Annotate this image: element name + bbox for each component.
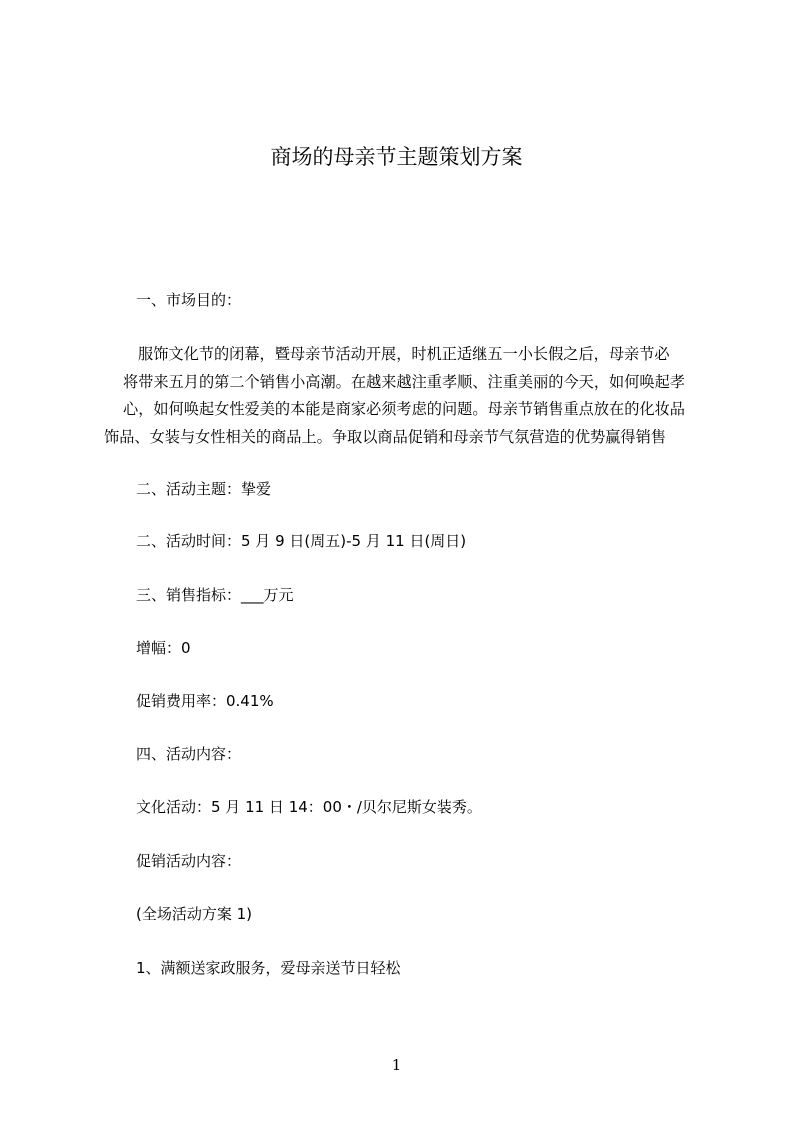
plan-1-heading: (全场活动方案 1) [136, 905, 253, 923]
promo-content-heading: 促销活动内容： [136, 852, 242, 870]
section-content-heading: 四、活动内容： [136, 745, 242, 763]
market-line-1: 服饰文化节的闭幕，暨母亲节活动开展，时机正适继五一小长假之后，母亲节必 [138, 345, 670, 363]
market-line-4: 饰品、女装与女性相关的商品上。争取以商品促销和母亲节气氛营造的优势赢得销售 [104, 427, 666, 446]
growth-rate: 增幅：0 [136, 639, 191, 657]
market-line-3: 心，如何唤起女性爱美的本能是商家必须考虑的问题。母亲节销售重点放在的化妆品 [123, 400, 685, 418]
market-line-2: 将带来五月的第二个销售小高潮。在越来越注重孝顺、注重美丽的今天，如何唤起孝 [123, 372, 685, 391]
page-number: 1 [391, 1056, 402, 1074]
promo-cost-rate: 促销费用率：0.41% [136, 692, 274, 710]
section-market-heading: 一、市场目的： [136, 291, 242, 309]
plan-item-1: 1、满额送家政服务，爱母亲送节日轻松 [136, 959, 401, 977]
market-paragraph [104, 341, 704, 451]
sales-target: 三、销售指标：___万元 [136, 586, 294, 604]
culture-activity: 文化活动：5 月 11 日 14：00・/贝尔尼斯女装秀。 [136, 798, 482, 816]
activity-time: 二、活动时间：5 月 9 日(周五)-5 月 11 日(周日) [136, 532, 467, 550]
activity-theme: 二、活动主题：挚爱 [136, 480, 272, 498]
document-title: 商场的母亲节主题策划方案 [270, 145, 523, 169]
